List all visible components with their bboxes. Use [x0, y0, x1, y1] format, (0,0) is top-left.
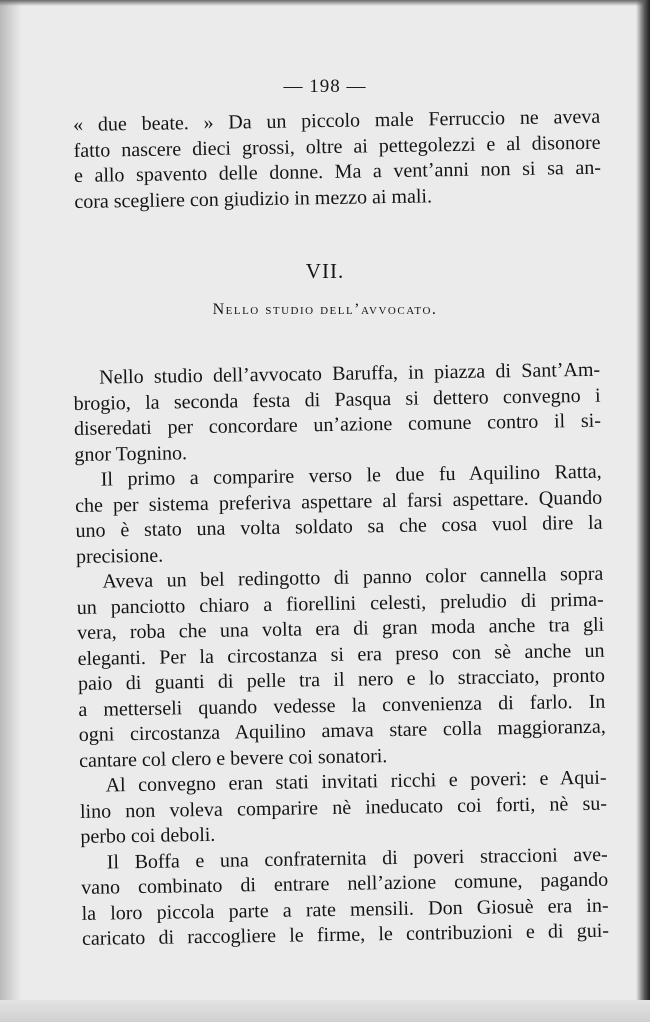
text-line: fatto nascere dieci grossi, oltre ai pettegolezzi e al disonore [73, 131, 601, 162]
text-line: vera, roba che una volta era di gran moda anche tra gli [77, 613, 605, 644]
chapter-title: Nello studio dell’avvocato. [212, 301, 438, 318]
binding-shadow [0, 0, 22, 1022]
text-line: uno è stato una volta soldato sa che cosa vuol dire la [75, 511, 603, 542]
text-line: lino non voleva comparire nè ineducato coi forti, nè su- [79, 792, 608, 823]
chapter-body [73, 358, 609, 953]
right-page-edge [636, 0, 650, 1022]
text-line: caricato di raccogliere le firme, le contribuzioni e di gui- [81, 919, 610, 950]
text-line: Al convegno eran stati invitati ricchi e poveri: e Aqui- [105, 766, 607, 797]
text-line: brogio, la seconda festa di Pasqua si dettero convegno i [73, 384, 601, 415]
text-line: Il primo a comparire verso le due fu Aquilino Ratta, [100, 460, 602, 491]
text-line: Nello studio dell’avvocato Baruffa, in piazza di Sant’Am- [99, 358, 601, 389]
text-line: diseredati per concordare un’azione comune contro il si- [73, 409, 602, 440]
text-line: vano combinato di entrare nell’azione comune, pagando [81, 868, 609, 899]
text-line: ogni circostanza Aquilino amava stare colla maggioranza, [78, 715, 606, 746]
text-line: la loro piccola parte a rate mensili. Don Giosuè era in- [81, 894, 609, 925]
text-line: a metterseli quando vedesse la convenienza di farlo. In [78, 690, 606, 721]
chapter-number: VII. [305, 259, 345, 283]
intro-paragraph [73, 105, 602, 215]
text-line: paio di guanti di pelle tra il nero e lo stracciato, pronto [77, 664, 606, 695]
text-line: perbo coi deboli. [80, 823, 216, 848]
text-line: precisione. [75, 544, 164, 568]
text-line: un panciotto chiaro a fiorellini celesti, preludio di prima- [76, 588, 604, 619]
text-line: « due beate. » Da un piccolo male Ferruccio ne aveva [73, 105, 601, 136]
bottom-margin [0, 1000, 650, 1022]
text-line: eleganti. Per la circostanza si era preso con sè anche un [77, 639, 605, 670]
page-number: — 198 — [283, 76, 367, 97]
text-line: cantare col clero e bevere coi sonatori. [79, 744, 388, 772]
text-line: cora scegliere con giudizio in mezzo ai mali. [74, 184, 433, 213]
text-line: Aveva un bel redingotto di panno color cannella sopra [102, 562, 604, 593]
top-edge [0, 0, 650, 6]
text-line: gnor Tognino. [74, 441, 188, 466]
text-line: che per sistema preferiva aspettare al farsi aspettare. Quando [75, 486, 603, 517]
text-line: e allo spavento delle donne. Ma a vent’anni non si sa an- [73, 156, 602, 187]
text-line: Il Boffa e una confraternita di poveri straccioni ave- [106, 843, 608, 874]
